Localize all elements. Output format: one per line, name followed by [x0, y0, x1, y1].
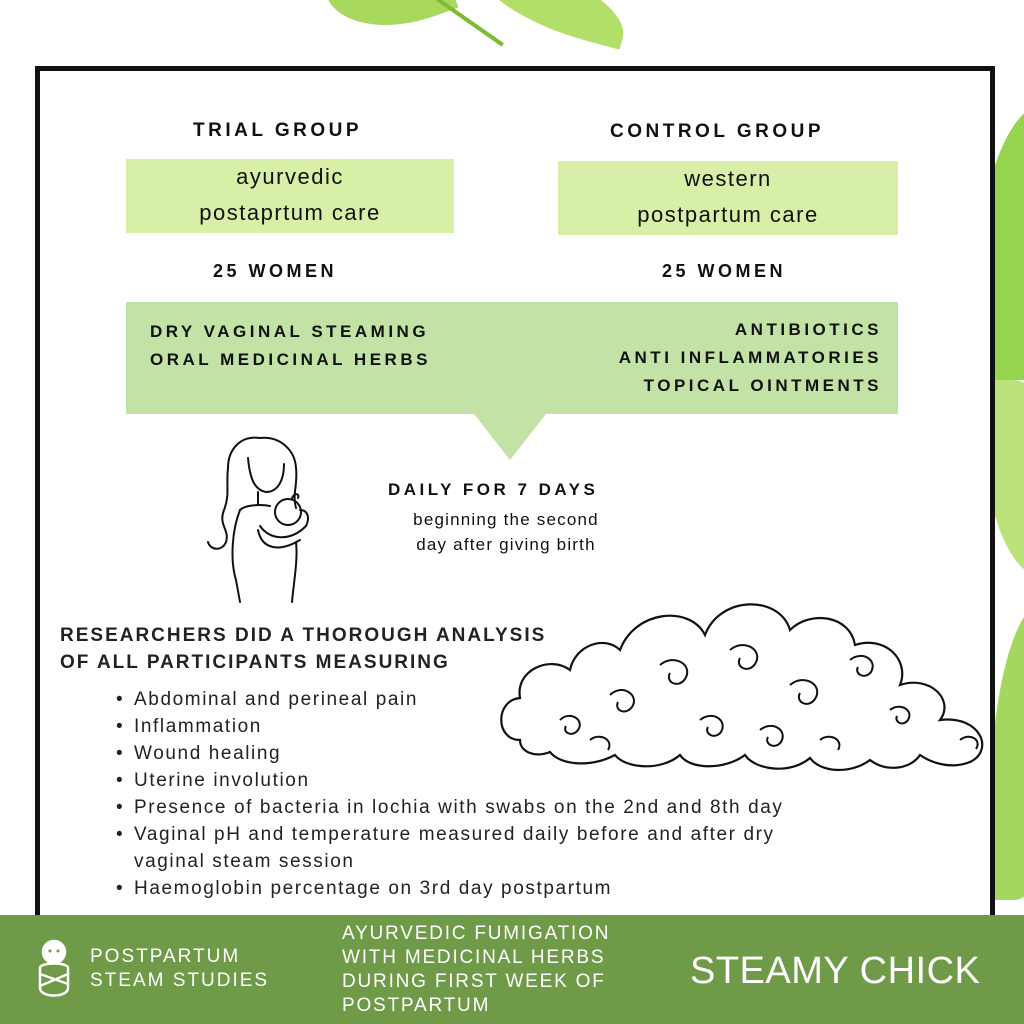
list-item: • Uterine involution — [116, 767, 784, 794]
measures-list — [116, 686, 784, 902]
control-count: 25 WOMEN — [662, 261, 787, 281]
leaf-decoration — [322, 0, 459, 48]
schedule-line1: beginning the second — [413, 510, 599, 529]
control-group-heading: CONTROL GROUP — [610, 121, 825, 142]
mother-baby-illustration — [200, 430, 330, 605]
footer-brand-line1: POSTPARTUM — [90, 946, 241, 967]
footer-study-line3: DURING FIRST WEEK OF — [342, 971, 606, 992]
schedule-line2: day after giving birth — [416, 535, 596, 554]
control-treatment-2: ANTI INFLAMMATORIES — [618, 348, 882, 367]
trial-treatment-1: DRY VAGINAL STEAMING — [150, 322, 430, 341]
callout-pointer — [474, 414, 546, 460]
trial-count: 25 WOMEN — [213, 261, 338, 281]
trial-treatment-2: ORAL MEDICINAL HERBS — [150, 350, 431, 369]
list-item: • Inflammation — [116, 713, 784, 740]
footer-study-line1: AYURVEDIC FUMIGATION — [342, 923, 611, 944]
trial-care-box — [126, 159, 454, 233]
list-item-continuation: vaginal steam session — [134, 851, 355, 872]
analysis-title-line1: RESEARCHERS DID A THOROUGH ANALYSIS — [60, 625, 547, 646]
list-item: • Presence of bacteria in lochia with swabs on the 2nd and 8th day — [116, 794, 784, 821]
list-item: • Haemoglobin percentage on 3rd day postpartum — [116, 875, 784, 902]
trial-care-line1: ayurvedic — [236, 164, 344, 189]
analysis-title — [60, 622, 546, 676]
control-care-line2: postpartum care — [637, 202, 819, 227]
schedule-title: DAILY FOR 7 DAYS — [388, 480, 599, 499]
control-care-line1: western — [684, 166, 772, 191]
trial-group-heading: TRIAL GROUP — [193, 120, 363, 141]
baby-logo-icon — [34, 938, 74, 1000]
footer-brand-line2: STEAM STUDIES — [90, 970, 270, 991]
list-item: • Wound healing — [116, 740, 784, 767]
footer-study-line2: WITH MEDICINAL HERBS — [342, 947, 606, 968]
footer-signature: STEAMY CHICK — [690, 950, 981, 992]
list-item: • Abdominal and perineal pain — [116, 686, 784, 713]
control-treatment-1: ANTIBIOTICS — [734, 320, 882, 339]
list-item-text: Vaginal pH and temperature measured daily before and after dry — [134, 824, 775, 845]
stem-decoration — [436, 0, 504, 47]
control-treatment-3: TOPICAL OINTMENTS — [643, 376, 882, 395]
analysis-title-line2: OF ALL PARTICIPANTS MEASURING — [60, 652, 450, 673]
list-item — [116, 821, 784, 875]
footer-study-line4: POSTPARTUM — [342, 995, 491, 1016]
control-care-box — [558, 161, 898, 235]
leaf-decoration — [465, 0, 635, 50]
trial-care-line2: postaprtum care — [199, 200, 381, 225]
